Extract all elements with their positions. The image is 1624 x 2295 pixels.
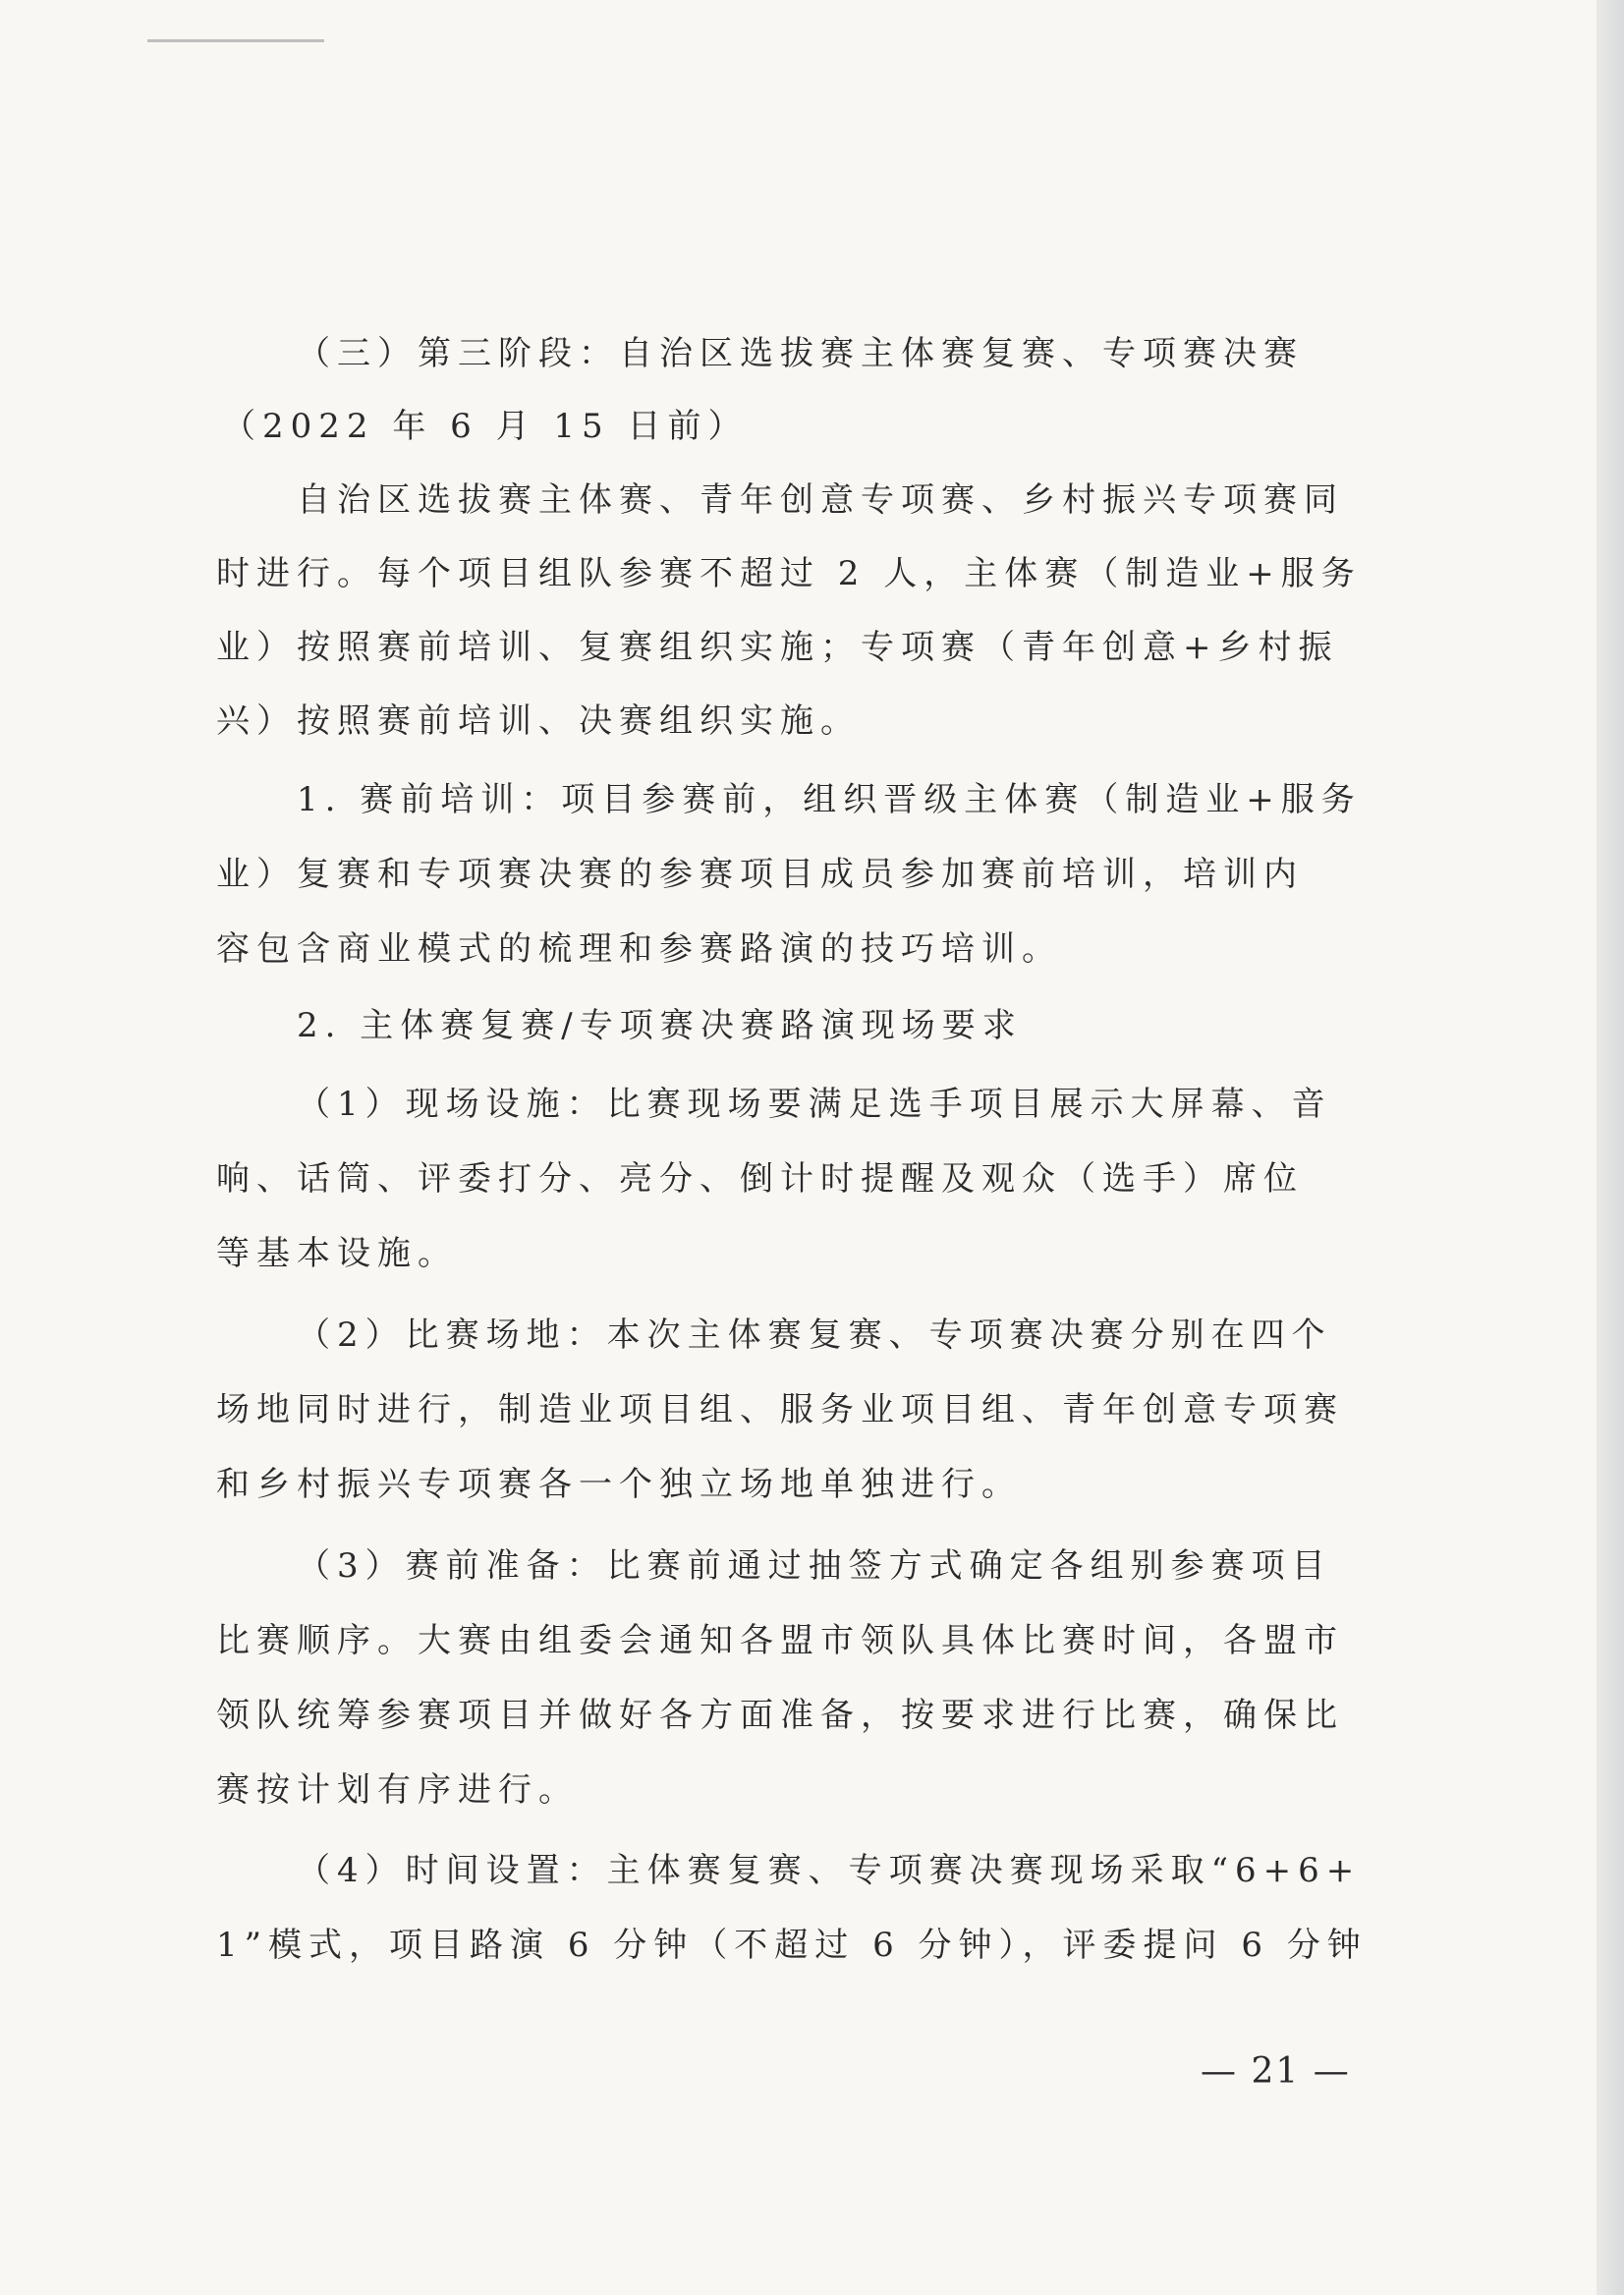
paragraph-line: 1”模式，项目路演 6 分钟（不超过 6 分钟），评委提问 6 分钟 — [216, 1926, 1368, 1965]
sub-item-time-settings: （4）时间设置：主体赛复赛、专项赛决赛现场采取“6+6+ — [297, 1851, 1362, 1890]
paragraph-line: 业）按照赛前培训、复赛组织实施；专项赛（青年创意+乡村振 — [216, 628, 1339, 667]
section-heading-date: （2022 年 6 月 15 日前） — [222, 407, 749, 446]
paragraph-line: 时进行。每个项目组队参赛不超过 2 人，主体赛（制造业+服务 — [216, 554, 1362, 593]
sub-item-venue: （2）比赛场地：本次主体赛复赛、专项赛决赛分别在四个 — [297, 1315, 1332, 1355]
paragraph-line: 兴）按照赛前培训、决赛组织实施。 — [216, 701, 861, 741]
paragraph-line: 赛按计划有序进行。 — [216, 1770, 579, 1810]
scan-mark — [147, 39, 324, 42]
sub-item-preparation: （3）赛前准备：比赛前通过抽签方式确定各组别参赛项目 — [297, 1546, 1332, 1586]
page-edge-shadow — [1596, 0, 1624, 2295]
paragraph-line: 比赛顺序。大赛由组委会通知各盟市领队具体比赛时间，各盟市 — [216, 1621, 1344, 1660]
paragraph-line: 和乡村振兴专项赛各一个独立场地单独进行。 — [216, 1465, 1022, 1504]
paragraph-line: 等基本设施。 — [216, 1234, 458, 1273]
list-item-roadshow-requirements: 2. 主体赛复赛/专项赛决赛路演现场要求 — [297, 1006, 1023, 1045]
sub-item-facilities: （1）现场设施：比赛现场要满足选手项目展示大屏幕、音 — [297, 1085, 1332, 1124]
paragraph-line: 容包含商业模式的梳理和参赛路演的技巧培训。 — [216, 929, 1062, 969]
paragraph-line: 响、话筒、评委打分、亮分、倒计时提醒及观众（选手）席位 — [216, 1159, 1304, 1199]
paragraph-line: 业）复赛和专项赛决赛的参赛项目成员参加赛前培训，培训内 — [216, 855, 1304, 894]
page-number: — 21 — — [1201, 2051, 1351, 2092]
paragraph-line: 自治区选拔赛主体赛、青年创意专项赛、乡村振兴专项赛同 — [297, 480, 1344, 520]
paragraph-line: 场地同时进行，制造业项目组、服务业项目组、青年创意专项赛 — [216, 1390, 1344, 1429]
list-item-training: 1. 赛前培训：项目参赛前，组织晋级主体赛（制造业+服务 — [297, 780, 1362, 819]
paragraph-line: 领队统筹参赛项目并做好各方面准备，按要求进行比赛，确保比 — [216, 1696, 1344, 1735]
section-heading-stage-three: （三）第三阶段：自治区选拔赛主体赛复赛、专项赛决赛 — [297, 334, 1304, 373]
